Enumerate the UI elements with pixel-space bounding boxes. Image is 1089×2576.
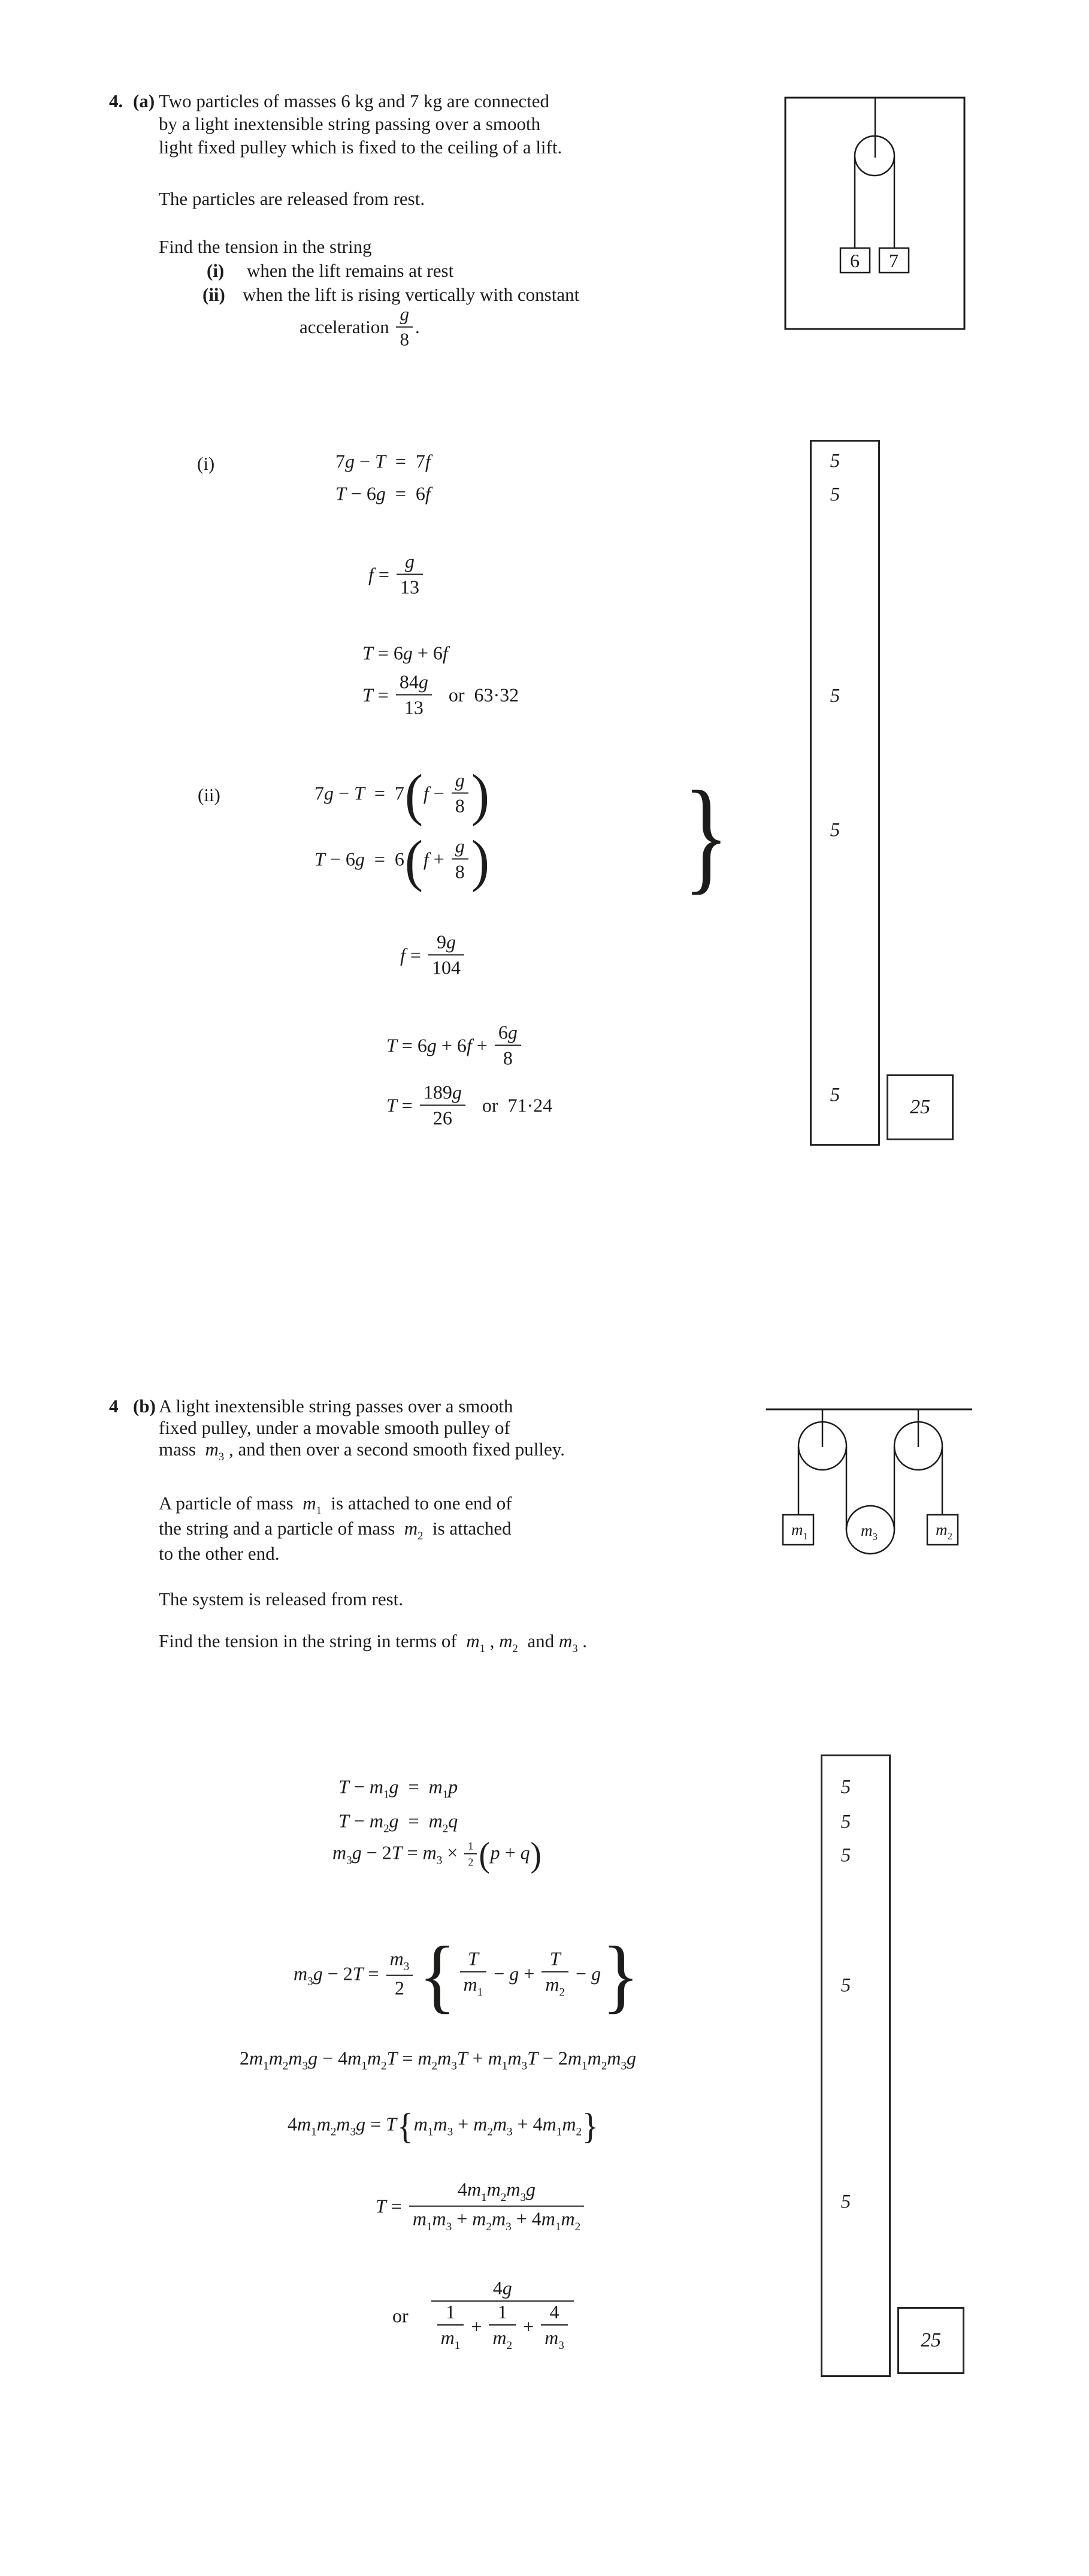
total-box-b xyxy=(897,2307,964,2374)
mark-a-3: 5 xyxy=(830,685,840,707)
question-b-line-3: mass $m_3$ , and then over a second smooth fixed pulley. xyxy=(159,1439,565,1463)
question-b-para2-line-1: A particle of mass $m_1$ is attached to one end of xyxy=(159,1493,512,1517)
eq-a-ii-1: 7g − T = 7(f − $\frac{g}{8}$ ) xyxy=(314,763,489,827)
simultaneous-brace: } xyxy=(683,765,730,905)
item-i-text: when the lift remains at rest xyxy=(247,260,454,281)
marks-column-a xyxy=(810,440,880,1146)
question-b-line-2: fixed pulley, under a movable smooth pulley of xyxy=(159,1417,510,1438)
eq-b-4: $m_3g - 2T$ = $\frac{m_3}{2}$ { $\frac{T}{m_1}$ − g + $\frac{T}{m_2}$ − g} xyxy=(294,1929,640,2022)
question-a-line-1: Two particles of masses 6 kg and 7 kg are connected xyxy=(159,90,550,111)
mark-b-3: 5 xyxy=(840,1844,851,1867)
eq-a-ii-5: T = $\frac{189g}{26}$ or 71·24 xyxy=(386,1081,553,1129)
mass-7-label: 7 xyxy=(889,250,899,271)
mark-b-5: 5 xyxy=(840,2191,851,2213)
eq-a-i-5: T = $\frac{84g}{13}$ or 63·32 xyxy=(362,671,519,718)
eq-b-1: $T - m_1g = m_1p$ xyxy=(338,1775,458,1801)
mark-a-5: 5 xyxy=(830,1084,840,1106)
total-b-value: 25 xyxy=(921,2329,941,2351)
total-a-value: 25 xyxy=(910,1096,930,1118)
question-a-released: The particles are released from rest. xyxy=(159,188,425,209)
eq-b-3: $m_3g - 2T = m_3$ × $\frac{1}{2}$ (p + q) xyxy=(332,1835,542,1874)
question-b-released: The system is released from rest. xyxy=(159,1589,404,1609)
mark-b-1: 5 xyxy=(840,1776,851,1798)
marks-column-b xyxy=(821,1754,891,2377)
mark-b-2: 5 xyxy=(840,1811,851,1833)
label-m3: $m_3$ xyxy=(861,1521,878,1542)
three-pulley-diagram xyxy=(758,1399,979,1561)
question-number-a: 4. xyxy=(109,90,123,111)
eq-a-i-3: f = $\frac{g}{13}$ xyxy=(368,553,425,600)
question-b-line-1: A light inextensible string passes over a smooth xyxy=(159,1396,513,1417)
mark-a-4: 5 xyxy=(830,819,840,841)
eq-b-7: T = $\frac{4m_1m_2m_3g}{m_1m_3 + m_2m_3 + 4m_1m_2}$ xyxy=(376,2181,586,2235)
question-b-find: Find the tension in the string in terms of $m_1$ , $m_2$ and $m_3$ . xyxy=(159,1630,588,1655)
eq-a-i-4: T = 6g + 6f xyxy=(362,642,448,664)
mark-a-1: 5 xyxy=(830,450,840,472)
eq-b-5: $2m_1m_2m_3g - 4m_1m_2T = m_2m_3T + m_1m_3T - 2m_1m_2m_3g$ xyxy=(240,2047,637,2073)
part-a-label: (a) xyxy=(133,90,155,111)
eq-b-6: $4m_1m_2m_3g = T\{m_1m_3 + m_2m_3 + 4m_1m_2\}$ xyxy=(288,2106,599,2146)
question-a-find: Find the tension in the string xyxy=(159,236,372,257)
label-m2: $m_2$ xyxy=(936,1521,952,1542)
question-b-para2-line-3: to the other end. xyxy=(159,1543,280,1564)
item-ii-acceleration: acceleration $\frac{g}{8}$ . xyxy=(300,303,420,350)
question-number-b: 4 xyxy=(109,1396,119,1417)
eq-b-8: or 4g $\frac{1}{m_1}$ + $\frac{1}{m_2}$ + $\frac{4}{m_3}$ xyxy=(392,2279,576,2355)
eq-a-i-1: 7g − T = 7f xyxy=(335,450,431,472)
eq-a-i-2: T − 6g = 6f xyxy=(335,482,431,505)
mark-b-4: 5 xyxy=(840,1974,851,1997)
solution-ii-label: (ii) xyxy=(198,784,220,805)
item-ii-text: when the lift is rising vertically with constant xyxy=(243,284,580,305)
eq-a-ii-2: T − 6g = 6(f + $\frac{g}{8}$ ) xyxy=(314,829,489,893)
question-b-para2-line-2: the string and a particle of mass $m_2$ is attached xyxy=(159,1518,512,1542)
question-a-line-2: by a light inextensible string passing over a smooth xyxy=(159,113,541,134)
part-b-label: (b) xyxy=(133,1396,156,1417)
item-ii-label: (ii) xyxy=(202,284,225,305)
solution-i-label: (i) xyxy=(197,453,215,474)
eq-a-ii-3: f = $\frac{9g}{104}$ xyxy=(400,934,467,981)
question-a-line-3: light fixed pulley which is fixed to the ceiling of a lift. xyxy=(159,137,562,158)
eq-a-ii-4: T = 6g + 6f + $\frac{6g}{8}$ xyxy=(386,1024,524,1071)
total-box-a xyxy=(887,1074,954,1140)
mass-6-label: 6 xyxy=(850,250,860,271)
eq-b-2: $T - m_2g = m_2q$ xyxy=(338,1810,458,1835)
lift-pulley-diagram xyxy=(776,89,974,340)
item-i-label: (i) xyxy=(207,260,225,281)
mark-a-2: 5 xyxy=(830,484,840,506)
label-m1: $m_1$ xyxy=(791,1521,808,1542)
